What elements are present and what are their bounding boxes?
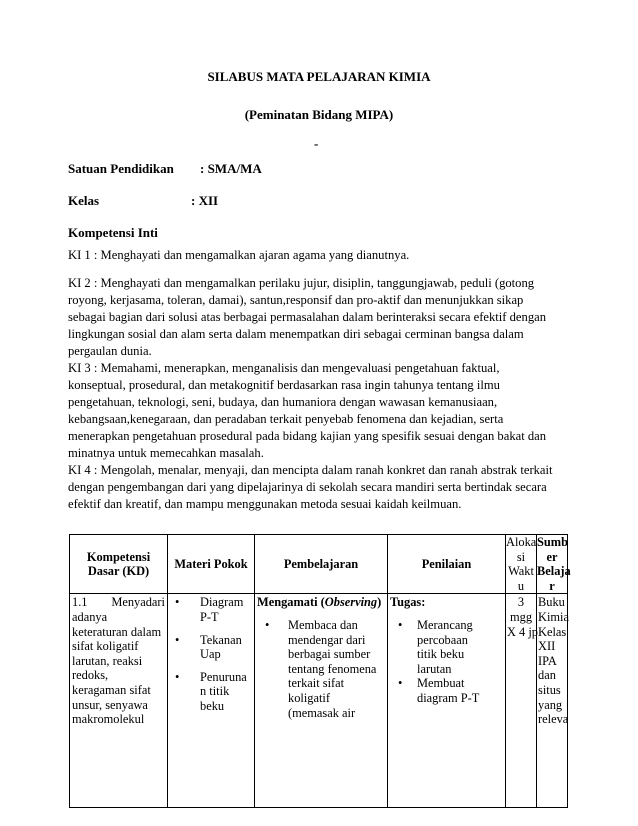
pembelajaran-heading-suffix: ) <box>377 595 382 610</box>
kelas-value: : XII <box>191 193 219 208</box>
ki4-line: efektif dan kreatif, dan mampu menggunakan metoda sesuai kaidah keilmuan. <box>68 496 462 511</box>
penilaian-heading: Tugas: <box>390 595 426 610</box>
kelas-label: Kelas <box>68 193 100 208</box>
kd-number: 1.1 <box>72 595 88 610</box>
kd-line: makromolekul <box>72 712 145 727</box>
kd-line: larutan, reaksi <box>72 653 143 668</box>
ki3-line: KI 3 : Memahami, menerapkan, menganalisis dan mengevaluasi pengetahuan faktual, <box>68 361 500 375</box>
penilaian-line: percobaan <box>417 632 468 647</box>
header-sumber-line: Sumb <box>537 535 568 549</box>
cell-alokasi-waktu <box>506 594 537 808</box>
cell-materi-pokok <box>168 594 255 808</box>
bullet-icon: • <box>398 676 403 691</box>
list-item <box>175 632 254 662</box>
kd-first-line <box>72 595 165 610</box>
sumber-line: Kimia <box>538 609 569 624</box>
materi-line: Diagram <box>200 595 244 610</box>
header-alokasi-line: u <box>517 578 525 593</box>
ki2-paragraph <box>68 275 546 360</box>
pembelajaran-heading-prefix: Mengamati ( <box>257 595 325 610</box>
pembelajaran-line: koligatif <box>288 690 330 705</box>
materi-line: n titik <box>200 684 230 699</box>
ki3-line: minatnya untuk memecahkan masalah. <box>68 445 264 460</box>
header-alokasi-waktu <box>506 535 537 594</box>
alokasi-line: 3 <box>517 595 525 610</box>
ki1-line: KI 1 : Menghayati dan mengamalkan ajaran agama yang dianutnya. <box>68 248 410 262</box>
document-subtitle: (Peminatan Bidang MIPA) <box>244 107 394 122</box>
materi-line: P-T <box>200 609 219 624</box>
list-item <box>265 617 385 720</box>
pembelajaran-line: berbagai sumber <box>288 647 371 662</box>
ki2-line: pergaulan dunia. <box>68 343 152 358</box>
ki4-line: dengan pengembangan dari yang dipelajarinya di sekolah secara mandiri serta bertindak secara <box>68 479 547 494</box>
kd-line: redoks, <box>72 668 109 683</box>
list-item <box>175 595 254 624</box>
kd-first-word: Menyadari <box>111 595 165 610</box>
kd-line: sifat koligatif <box>72 639 139 654</box>
ki1-paragraph <box>68 247 409 264</box>
cell-penilaian <box>388 594 506 808</box>
pembelajaran-line: tentang fenomena <box>288 661 377 676</box>
materi-list <box>168 594 254 713</box>
penilaian-line: titik beku <box>417 647 465 662</box>
pembelajaran-heading-em: Observing <box>324 595 378 610</box>
header-alokasi-line: si <box>516 549 526 564</box>
ki4-paragraph <box>68 462 553 513</box>
penilaian-line: Membuat <box>417 676 465 691</box>
materi-line: Tekanan <box>200 632 242 647</box>
pembelajaran-heading <box>257 595 385 610</box>
ki3-line: pengetahuan, teknologi, seni, budaya, dan humaniora dengan wawasan kemanusiaan, <box>68 394 498 409</box>
penilaian-list <box>390 610 503 706</box>
header-sumber-line: Belaja <box>537 564 571 579</box>
list-item <box>398 676 503 705</box>
ki2-line: royong, kerjasama, toleran, damai), santun,responsif dan pro-aktif dan menunjukkan sikap <box>68 292 524 307</box>
materi-line: Penuruna <box>200 669 247 684</box>
pembelajaran-line: (memasak air <box>288 705 356 720</box>
alokasi-line: X 4 jp <box>507 624 538 639</box>
header-sumber-line: r <box>549 578 555 593</box>
header-pembelajaran: Pembelajaran <box>255 535 388 594</box>
document-title: SILABUS MATA PELAJARAN KIMIA <box>207 69 431 84</box>
materi-line: beku <box>200 698 225 713</box>
header-alokasi-line: Aloka <box>506 535 537 549</box>
ki3-paragraph <box>68 360 546 461</box>
header-kompetensi-dasar <box>70 535 168 594</box>
bullet-icon: • <box>175 632 180 647</box>
header-materi-pokok: Materi Pokok <box>168 535 255 594</box>
header-kd-line: Dasar (KD) <box>87 564 150 579</box>
sumber-line: Buku <box>538 595 565 610</box>
pembelajaran-line: Membaca dan <box>288 617 358 632</box>
title-dash: - <box>314 136 319 151</box>
sumber-line: Kelas <box>538 624 567 639</box>
sumber-line: releva <box>538 712 569 727</box>
kd-line: keragaman sifat <box>72 682 151 697</box>
ki3-line: kebangsaan,kenegaraan, dan peradaban terkait penyebab fenomena dan kejadian, serta <box>68 411 504 426</box>
kd-line: adanya <box>72 609 108 624</box>
bullet-icon: • <box>175 595 180 610</box>
header-penilaian: Penilaian <box>388 535 506 594</box>
ki2-line: lingkungan sosial dan alam serta dalam menempatkan diri sebagai cerminan bangsa dalam <box>68 326 524 341</box>
table-header-row <box>70 535 568 594</box>
bullet-icon: • <box>265 617 270 632</box>
header-alokasi-line: Wakt <box>508 564 534 579</box>
ki3-line: menerapkan pengetahuan prosedural pada bidang kajian yang spesifik sesuai dengan bakat dan <box>68 428 547 443</box>
pembelajaran-line: mendengar dari <box>288 632 366 647</box>
sumber-line: yang <box>538 697 563 712</box>
table-row <box>70 594 568 808</box>
header-kd-line: Kompetensi <box>86 549 151 564</box>
ki2-line: KI 2 : Menghayati dan mengamalkan perilaku jujur, disiplin, tanggungjawab, peduli (gotong <box>68 276 535 290</box>
penilaian-line: Merancang <box>417 617 473 632</box>
list-item <box>175 669 254 714</box>
kd-line: unsur, senyawa <box>72 697 148 712</box>
cell-kompetensi-dasar <box>70 594 168 808</box>
ki3-line: konseptual, prosedural, dan metakognitif berdasarkan rasa ingin tahunya tentang ilmu <box>68 377 500 392</box>
pembelajaran-line: terkait sifat <box>288 676 345 691</box>
header-sumber-belajar <box>537 535 571 594</box>
satuan-value: : SMA/MA <box>200 161 262 176</box>
cell-sumber-belajar <box>537 594 568 808</box>
alokasi-line: mgg <box>509 609 533 624</box>
pembelajaran-list <box>257 610 385 720</box>
cell-pembelajaran <box>255 594 388 808</box>
materi-line: Uap <box>200 647 221 662</box>
satuan-label: Satuan Pendidikan <box>68 161 174 176</box>
bullet-icon: • <box>398 617 403 632</box>
ki2-line: sebagai bagian dari solusi atas berbagai permasalahan dalam berinteraksi secara efektif dengan <box>68 309 546 324</box>
syllabus-table <box>69 534 571 808</box>
list-item <box>398 617 503 676</box>
bullet-icon: • <box>175 669 180 684</box>
penilaian-line: diagram P-T <box>417 690 480 705</box>
ki4-line: KI 4 : Mengolah, menalar, menyaji, dan mencipta dalam ranah konkret dan ranah abstrak terkait <box>68 463 553 477</box>
sumber-line: situs <box>538 682 561 697</box>
header-sumber-line: er <box>546 549 558 564</box>
kompetensi-inti-heading: Kompetensi Inti <box>68 225 158 240</box>
sumber-line: dan <box>538 668 556 683</box>
kd-line: keteraturan dalam <box>72 624 162 639</box>
penilaian-line: larutan <box>417 661 452 676</box>
sumber-line: IPA <box>538 653 557 668</box>
sumber-line: XII <box>538 639 556 654</box>
